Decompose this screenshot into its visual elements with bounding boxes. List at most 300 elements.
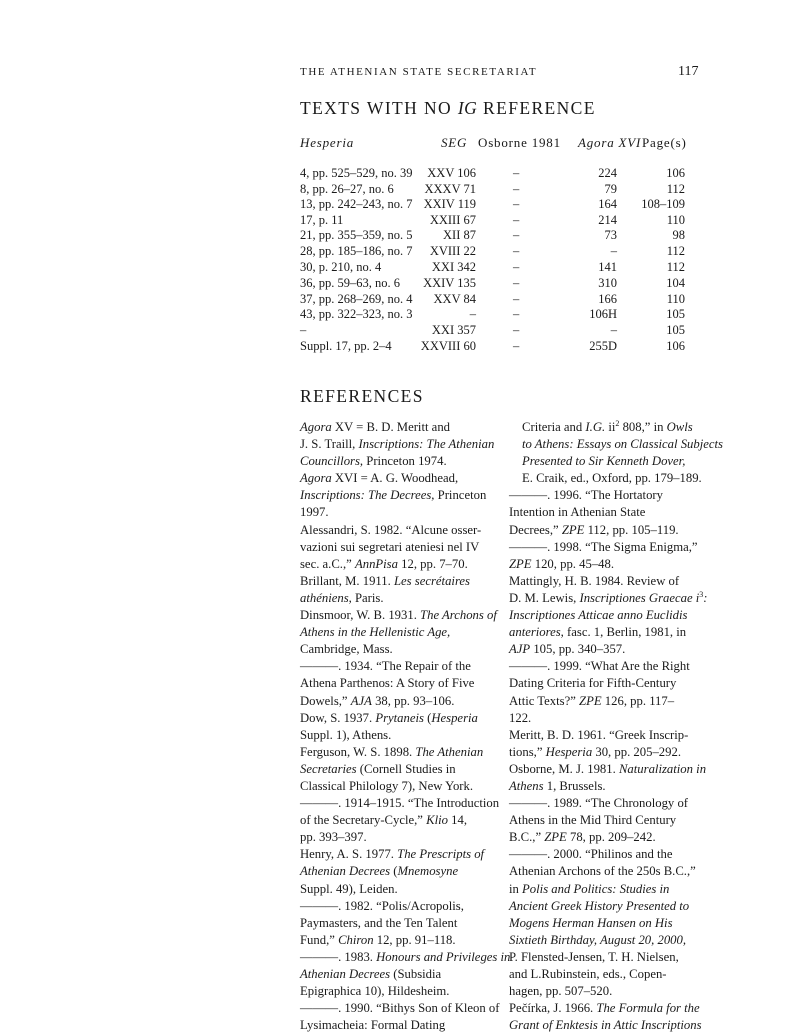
reference-line	[509, 1000, 709, 1017]
cell-pages: 98	[672, 228, 685, 242]
reference-text: Ferguson, W. S. 1898.	[300, 744, 416, 759]
cell-hesperia: 4, pp. 525–529, no. 39	[300, 166, 413, 180]
reference-text: 122.	[509, 710, 532, 725]
reference-text: sec. a.C.,”	[300, 556, 355, 571]
reference-line	[509, 522, 709, 539]
cell-osborne: –	[513, 339, 520, 353]
reference-text: and L.Rubinstein, eds., Copen-	[509, 967, 667, 981]
reference-line	[509, 966, 709, 983]
reference-text: Agora	[300, 471, 332, 486]
reference-line	[509, 898, 709, 915]
cell-osborne: –	[513, 292, 520, 306]
reference-text: The Formula for the	[596, 1001, 700, 1016]
reference-entry	[300, 470, 520, 521]
cell-pages: 112	[666, 182, 685, 196]
cell-agora: 166	[598, 292, 617, 306]
cell-seg: XXIV 119	[423, 197, 476, 211]
section-title-texts	[300, 98, 596, 119]
reference-line	[300, 1000, 520, 1017]
reference-text: Osborne, M. J. 1981.	[509, 761, 619, 776]
cell-hesperia: 37, pp. 268–269, no. 4	[300, 292, 413, 306]
reference-line	[300, 675, 520, 692]
reference-text: ———. 1996. “The Hortatory	[509, 488, 663, 503]
section-title-references: REFERENCES	[300, 386, 424, 406]
reference-line	[509, 487, 709, 504]
reference-line	[300, 436, 520, 453]
reference-text: Ancient Greek History Presented to	[509, 898, 690, 913]
reference-text: vazioni sui segretari ateniesi nel IV	[300, 539, 480, 554]
cell-seg: XXIII 67	[429, 213, 476, 227]
reference-line	[300, 898, 520, 915]
cell-pages: 104	[666, 276, 685, 290]
reference-text: ZPE	[544, 830, 567, 845]
reference-text: ———. 1934. “The Repair of the	[300, 659, 471, 674]
cell-agora: 73	[604, 228, 617, 242]
reference-text: Polis and Politics: Studies in	[522, 881, 670, 896]
cell-agora: 214	[598, 213, 617, 227]
reference-entry	[300, 710, 520, 744]
table-row	[0, 244, 792, 260]
reference-text: The Prescripts of	[397, 847, 485, 862]
reference-text: 105, pp. 340–357.	[530, 642, 626, 657]
reference-line	[300, 812, 520, 829]
reference-text: 808,” in	[619, 420, 667, 434]
reference-line	[509, 624, 709, 641]
reference-line	[300, 744, 520, 761]
cell-agora: 164	[598, 197, 617, 211]
cell-agora: 106H	[589, 307, 617, 321]
reference-text: Owls	[666, 420, 693, 434]
reference-text: Secretaries	[300, 761, 357, 776]
reference-text: (	[423, 710, 432, 725]
reference-text: Inscriptions: The Decrees,	[300, 488, 435, 503]
reference-line	[509, 846, 709, 863]
cell-pages: 106	[666, 339, 685, 353]
reference-text: tions,”	[509, 744, 546, 759]
table-row	[0, 197, 792, 213]
reference-text: (	[390, 864, 398, 879]
reference-line	[509, 504, 709, 521]
reference-text: Cambridge, Mass.	[300, 642, 393, 657]
cell-seg: XXI 342	[431, 260, 476, 274]
reference-text: 126, pp. 117–	[601, 693, 675, 708]
reference-text: B.C.,”	[509, 830, 545, 845]
reference-line	[300, 641, 520, 658]
cell-pages: 112	[666, 244, 685, 258]
cell-agora: 255D	[589, 339, 617, 353]
table-row	[0, 228, 792, 244]
section-title-ig: IG	[457, 98, 478, 118]
reference-line	[300, 539, 520, 556]
reference-text: E. Craik, ed., Oxford, pp. 179–189.	[522, 471, 702, 486]
reference-line	[509, 949, 709, 966]
reference-text: Athenian Decrees	[300, 967, 391, 981]
reference-text: in	[509, 881, 523, 896]
cell-seg: XXXV 71	[424, 182, 476, 196]
cell-agora: 141	[598, 260, 617, 274]
reference-text: Princeton 1974.	[363, 454, 447, 469]
reference-text: Dinsmoor, W. B. 1931.	[300, 608, 421, 623]
cell-seg: XVIII 22	[429, 244, 476, 258]
reference-line	[509, 675, 709, 692]
reference-text: Athena Parthenos: A Story of Five	[300, 676, 475, 691]
reference-text: D. M. Lewis,	[509, 590, 580, 605]
reference-text: Paris.	[351, 590, 384, 605]
reference-text: Princeton	[434, 488, 487, 503]
reference-text: Alessandri, S. 1982. “Alcune osser-	[300, 522, 482, 537]
reference-entry	[509, 539, 709, 573]
reference-text: AJA	[350, 693, 372, 708]
header-osborne: Osborne 1981	[478, 135, 561, 150]
reference-line	[509, 693, 709, 710]
reference-line	[300, 470, 520, 487]
reference-line	[509, 983, 709, 1000]
cell-pages: 108–109	[641, 197, 685, 211]
reference-line	[509, 932, 709, 949]
cell-seg: XXV 84	[433, 292, 476, 306]
reference-text: ZPE	[579, 693, 602, 708]
reference-line	[509, 881, 709, 898]
reference-text: Inscriptiones Atticae anno Euclidis	[509, 608, 688, 623]
reference-entry	[509, 761, 709, 795]
reference-text: Classical Philology 7), New York.	[300, 778, 474, 793]
reference-text: Sixtieth Birthday, August 20, 2000,	[509, 932, 687, 947]
reference-text: fasc. 1, Berlin, 1981, in	[563, 625, 687, 640]
reference-text: Henry, A. S. 1977.	[300, 847, 398, 862]
table-row	[0, 276, 792, 292]
reference-text: Intention in Athenian State	[509, 505, 646, 520]
reference-line	[509, 453, 709, 470]
reference-line	[509, 812, 709, 829]
cell-seg: –	[469, 307, 476, 321]
reference-text: Presented to Sir Kenneth Dover,	[522, 454, 686, 469]
reference-line	[300, 693, 520, 710]
reference-line	[300, 453, 520, 470]
reference-entry	[509, 795, 709, 846]
cell-osborne: –	[513, 166, 520, 180]
reference-text: 30, pp. 205–292.	[592, 744, 681, 759]
reference-text: of the Secretary-Cycle,”	[300, 813, 427, 828]
reference-text: Agora	[300, 420, 332, 434]
reference-text: AnnPisa	[354, 556, 398, 571]
reference-text: ———. 1982. “Polis/Acropolis,	[300, 898, 464, 913]
reference-entry	[300, 607, 520, 658]
reference-text: Honours and Privileges in	[376, 949, 511, 964]
reference-text: ZPE	[561, 522, 585, 537]
reference-text: Meritt, B. D. 1961. “Greek Inscrip-	[509, 727, 689, 742]
reference-entry	[509, 846, 709, 1000]
cell-osborne: –	[513, 276, 520, 290]
reference-text: 120, pp. 45–48.	[531, 556, 615, 571]
reference-entry	[300, 744, 520, 795]
reference-line	[300, 522, 520, 539]
reference-text: ZPE	[509, 556, 532, 571]
cell-agora: 79	[604, 182, 617, 196]
reference-line	[300, 624, 520, 641]
table-row	[0, 166, 792, 182]
cell-hesperia: 8, pp. 26–27, no. 6	[300, 182, 394, 196]
cell-agora: 224	[598, 166, 617, 180]
reference-text: ———. 1983.	[300, 949, 377, 964]
cell-pages: 105	[666, 307, 685, 321]
reference-line	[509, 419, 709, 436]
cell-hesperia: 36, pp. 59–63, no. 6	[300, 276, 400, 290]
reference-line	[509, 727, 709, 744]
cell-pages: 110	[666, 213, 685, 227]
reference-entry	[300, 949, 520, 1000]
header-agora-text: Agora XVI	[578, 135, 642, 150]
reference-text: 12, pp. 7–70.	[397, 556, 468, 571]
reference-line	[300, 983, 520, 1000]
reference-line	[509, 795, 709, 812]
reference-line	[300, 487, 520, 504]
references-column-right	[509, 418, 723, 1034]
reference-line	[509, 1017, 709, 1034]
cell-hesperia: 43, pp. 322–323, no. 3	[300, 307, 413, 321]
cell-osborne: –	[513, 260, 520, 274]
reference-line	[300, 590, 520, 607]
reference-text: (Subsidia	[390, 967, 442, 981]
header-agora	[578, 135, 641, 151]
reference-line	[300, 778, 520, 795]
reference-text: J. S. Traill,	[300, 437, 359, 452]
reference-entry	[300, 573, 520, 607]
reference-text: Paymasters, and the Ten Talent	[300, 915, 458, 930]
reference-entry	[509, 658, 709, 726]
reference-line	[300, 556, 520, 573]
cell-seg: XII 87	[443, 228, 476, 242]
reference-text: Attic Texts?”	[509, 693, 580, 708]
reference-text: Criteria and	[522, 420, 586, 434]
cell-seg: XXV 106	[427, 166, 476, 180]
reference-entry	[300, 846, 523, 897]
cell-hesperia: 30, p. 210, no. 4	[300, 260, 382, 274]
reference-text: Pečírka, J. 1966.	[509, 1001, 597, 1016]
reference-line	[509, 556, 709, 573]
reference-entry	[300, 898, 520, 949]
reference-line	[300, 966, 520, 983]
cell-osborne: –	[513, 228, 520, 242]
reference-line	[300, 727, 520, 744]
reference-text: ii	[605, 420, 616, 434]
reference-text: 1, Brussels.	[543, 778, 606, 793]
reference-line	[300, 504, 520, 521]
reference-text: XV = B. D. Meritt and	[331, 420, 451, 434]
reference-text: ———. 1998. “The Sigma Enigma,”	[509, 539, 698, 554]
reference-text: Epigraphica 10), Hildesheim.	[300, 984, 450, 999]
reference-text: Inscriptions: The Athenian	[358, 437, 495, 452]
cell-osborne: –	[513, 307, 520, 321]
table-row	[0, 213, 792, 229]
reference-text: Lysimacheia: Formal Dating	[300, 1018, 446, 1033]
cell-agora: –	[610, 323, 617, 337]
reference-line	[300, 863, 520, 880]
section-title-part: TEXTS WITH NO	[300, 98, 458, 118]
reference-text: athéniens,	[300, 590, 352, 605]
cell-osborne: –	[513, 197, 520, 211]
reference-text: to Athens: Essays on Classical Subjects	[522, 437, 723, 452]
page-number: 117	[678, 64, 699, 79]
cell-hesperia: 13, pp. 242–243, no. 7	[300, 197, 413, 211]
reference-text: Klio	[426, 813, 448, 828]
reference-text: Dating Criteria for Fifth-Century	[509, 676, 677, 691]
reference-text: Naturalization in	[618, 761, 707, 776]
reference-line	[300, 949, 520, 966]
reference-text: Chiron	[338, 932, 374, 947]
reference-text: Prytaneis	[375, 710, 424, 725]
reference-line	[509, 658, 709, 675]
reference-text: 78, pp. 209–242.	[566, 830, 656, 845]
reference-text: 12, pp. 91–118.	[373, 932, 456, 947]
reference-text: The Archons of	[420, 608, 497, 623]
reference-text: Decrees,”	[509, 522, 562, 537]
reference-text: Grant of Enktesis in Attic Inscriptions	[509, 1018, 702, 1033]
reference-text: Hesperia	[545, 744, 593, 759]
table-row	[0, 323, 792, 339]
reference-text: Dowels,”	[300, 693, 351, 708]
cell-hesperia: 21, pp. 355–359, no. 5	[300, 228, 413, 242]
reference-entry	[509, 418, 723, 487]
cell-osborne: –	[513, 323, 520, 337]
reference-text: 1997.	[300, 505, 329, 520]
cell-osborne: –	[513, 244, 520, 258]
reference-line	[300, 607, 520, 624]
table-row	[0, 260, 792, 276]
cell-seg: XXIV 135	[423, 276, 476, 290]
reference-text: Athens in the Mid Third Century	[509, 813, 677, 828]
header-pages: Page(s)	[642, 135, 687, 150]
reference-entry	[509, 573, 709, 658]
cell-pages: 112	[666, 260, 685, 274]
reference-entry	[300, 795, 520, 846]
reference-line	[300, 881, 523, 898]
reference-line	[300, 658, 520, 675]
reference-text: 2	[615, 418, 620, 428]
reference-text: 14,	[447, 813, 467, 828]
reference-text: ———. 2000. “Philinos and the	[509, 847, 673, 862]
reference-line	[300, 761, 520, 778]
reference-line	[300, 795, 520, 812]
cell-agora: –	[610, 244, 617, 258]
section-title-part: REFERENCE	[477, 98, 596, 118]
cell-hesperia: –	[300, 323, 307, 337]
reference-text: Athenian Decrees	[300, 864, 391, 879]
cell-seg: XXI 357	[431, 323, 476, 337]
reference-line	[300, 573, 520, 590]
reference-line	[509, 829, 709, 846]
reference-text: Athens in the Hellenistic Age,	[300, 625, 451, 640]
reference-line	[300, 829, 520, 846]
reference-line	[509, 641, 709, 658]
reference-text: Mattingly, H. B. 1984. Review of	[509, 573, 680, 588]
cell-hesperia: 17, p. 11	[300, 213, 344, 227]
reference-line	[300, 915, 520, 932]
reference-text: P. Flensted-Jensen, T. H. Nielsen,	[509, 949, 679, 964]
cell-hesperia: 28, pp. 185–186, no. 7	[300, 244, 413, 258]
reference-line	[509, 436, 723, 453]
reference-text: Les secrétaires	[393, 573, 470, 588]
reference-text: :	[703, 590, 708, 605]
header-hesperia: Hesperia	[300, 135, 355, 150]
reference-text: 38, pp. 93–106.	[371, 693, 455, 708]
reference-text: Mnemosyne	[397, 864, 459, 879]
reference-entry	[509, 1000, 709, 1034]
reference-line	[509, 915, 709, 932]
cell-agora: 310	[598, 276, 617, 290]
reference-text: ———. 1914–1915. “The Introduction	[300, 796, 500, 811]
reference-entry	[300, 658, 520, 709]
reference-text: I.G.	[585, 420, 606, 434]
reference-text: (Cornell Studies in	[356, 761, 456, 776]
reference-text: ———. 1990. “Bithys Son of Kleon of	[300, 1001, 500, 1016]
reference-line	[509, 607, 709, 624]
reference-line	[300, 1017, 520, 1034]
reference-line	[509, 744, 709, 761]
reference-text: Inscriptiones Graecae i	[579, 590, 700, 605]
reference-line	[509, 761, 709, 778]
reference-text: anteriores,	[509, 625, 564, 640]
reference-text: Brillant, M. 1911.	[300, 573, 394, 588]
reference-text: Suppl. 1), Athens.	[300, 727, 392, 742]
cell-osborne: –	[513, 182, 520, 196]
reference-text: Dow, S. 1937.	[300, 710, 376, 725]
table-row	[0, 339, 792, 355]
table-row	[0, 182, 792, 198]
cell-pages: 110	[666, 292, 685, 306]
reference-line	[509, 710, 709, 727]
reference-line	[300, 932, 520, 949]
reference-entry	[509, 487, 709, 538]
cell-hesperia: Suppl. 17, pp. 2–4	[300, 339, 392, 353]
reference-entry	[300, 419, 520, 470]
reference-line	[509, 470, 709, 487]
reference-entry	[300, 1000, 520, 1034]
reference-line	[509, 539, 709, 556]
reference-line	[300, 419, 520, 436]
cell-pages: 106	[666, 166, 685, 180]
running-head: THE ATHENIAN STATE SECRETARIAT	[300, 66, 538, 78]
reference-text: Athenian Archons of the 250s B.C.,”	[509, 864, 696, 879]
cell-pages: 105	[666, 323, 685, 337]
reference-text: XVI = A. G. Woodhead,	[331, 471, 459, 486]
reference-text: 3	[699, 589, 704, 599]
reference-line	[509, 863, 709, 880]
reference-line	[300, 710, 520, 727]
reference-text: pp. 393–397.	[300, 830, 367, 845]
table-row	[0, 292, 792, 308]
cell-seg: XXVIII 60	[420, 339, 476, 353]
reference-line	[509, 778, 709, 795]
reference-entry	[509, 727, 709, 761]
reference-line	[509, 589, 709, 607]
reference-text: Councillors,	[300, 454, 364, 469]
reference-text: The Athenian	[415, 744, 484, 759]
reference-text: Fund,”	[300, 932, 339, 947]
reference-text: ———. 1999. “What Are the Right	[509, 659, 690, 674]
reference-text: ———. 1989. “The Chronology of	[509, 796, 689, 811]
reference-text: Hesperia	[431, 710, 478, 725]
reference-entry	[300, 522, 520, 573]
reference-line	[509, 573, 709, 590]
reference-text: Mogens Herman Hansen on His	[509, 915, 673, 930]
header-seg: SEG	[441, 135, 468, 150]
reference-text: AJP	[509, 642, 531, 657]
reference-text: Suppl. 49), Leiden.	[300, 881, 398, 896]
cell-osborne: –	[513, 213, 520, 227]
reference-text: hagen, pp. 507–520.	[509, 984, 613, 999]
table-row	[0, 307, 792, 323]
reference-text: 112, pp. 105–119.	[584, 522, 679, 537]
